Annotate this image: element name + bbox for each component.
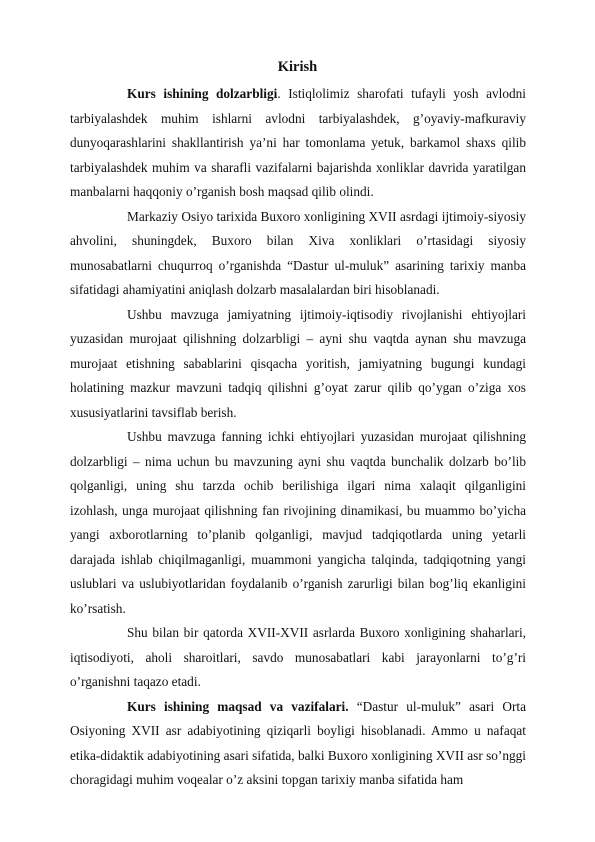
paragraph-text: Ushbu mavzuga fanning ichki ehtiyojlari yuzasidan murojaat qilishning dolzarbligi – nima uchun bu mavzuning ayni shu vaqtda bunchalik dolzarb bo’lib qolganligi, uning shu tarzda ochib berilishiga ilgari nima xalaqit qilganligini izohlash, unga murojaat qilishning fan rivojining dinamikasi, bu muammo bo’yicha yangi axborotlarning to’planib qolganligi, mavjud tadqiqotlarda uning yetarli darajada ishlab chiqilmaganligi, muammoni yangicha talqinda, tadqiqotning yangi uslublari va uslubiyotlaridan foydalanib o’rganish zarurligi bilan bog’liq ekanligini ko’rsatish.: [70, 429, 526, 616]
paragraph-social-needs: [70, 303, 526, 426]
paragraph-lead: Kurs ishining dolzarbligi: [127, 86, 278, 101]
paragraph-text: Shu bilan bir qatorda XVII-XVII asrlarda Buxoro xonligining shaharlari, iqtisodiyoti, aholi sharoitlari, savdo munosabatlari kabi jarayonlarni to’g’ri o’rganishni taqazo etadi.: [70, 625, 526, 689]
paragraph-text: Ushbu mavzuga jamiyatning ijtimoiy-iqtisodiy rivojlanishi ehtiyojlari yuzasidan murojaat qilishning dolzarbligi – ayni shu vaqtda aynan shu mavzuga murojaat etishning sabablarini qisqacha yoritish, jamiyatning bugungi kundagi holatining mazkur mavzuni tadqiq qilishni g’oyat zarur qilib qo’ygan o’ziga xos xususiyatlarini tavsiflab berish.: [70, 306, 526, 420]
paragraph-text: Markaziy Osiyo tarixida Buxoro xonligining XVII asrdagi ijtimoiy-siyosiy ahvolini, shuningdek, Buxoro bilan Xiva xonliklari o’rtasidagi siyosiy munosabatlarni chuqurroq o’rganishda “Dastur ul-muluk” asarining tarixiy manba sifatidagi ahamiyatini aniqlash dolzarb masalalardan biri hisoblanadi.: [70, 208, 526, 297]
paragraph-text: . Istiqlolimiz sharofati tufayli yosh avlodni tarbiyalashdek muhim ishlarni avlodni tarbiyalashdek, g’oyaviy-mafkuraviy dunyoqarashlarini shakllantirish ya’ni har tomonlama yetuk, barkamol shaxs qilib tarbiyalashdek muhim va sharafli vazifalarni bajarishda xonliklar davrida yaratilgan manbalarni haqqoniy o’rganish bosh maqsad qilib olindi.: [70, 86, 526, 199]
paragraph-cities-economy: [70, 621, 526, 695]
paragraph-science-needs: [70, 425, 526, 621]
paragraph-lead: Kurs ishining maqsad va vazifalari.: [127, 698, 349, 714]
page-title: Kirish: [277, 59, 318, 75]
paragraph-text: “Dastur ul-muluk” asari Orta Osiyoning XVII asr adabiyotining qiziqarli boyligi hisoblanadi. Ammo u nafaqat etika-didaktik adabiyotining asari sifatida, balki Buxoro xonligining XVII asr so’nggi choragidagi muhim voqealar o’z aksini topgan tarixiy manba sifatida ham: [70, 698, 526, 787]
document-body: [70, 82, 526, 793]
paragraph-central-asia: [70, 205, 526, 303]
paragraph-relevance: [70, 82, 526, 205]
paragraph-goals-tasks: [70, 695, 526, 793]
